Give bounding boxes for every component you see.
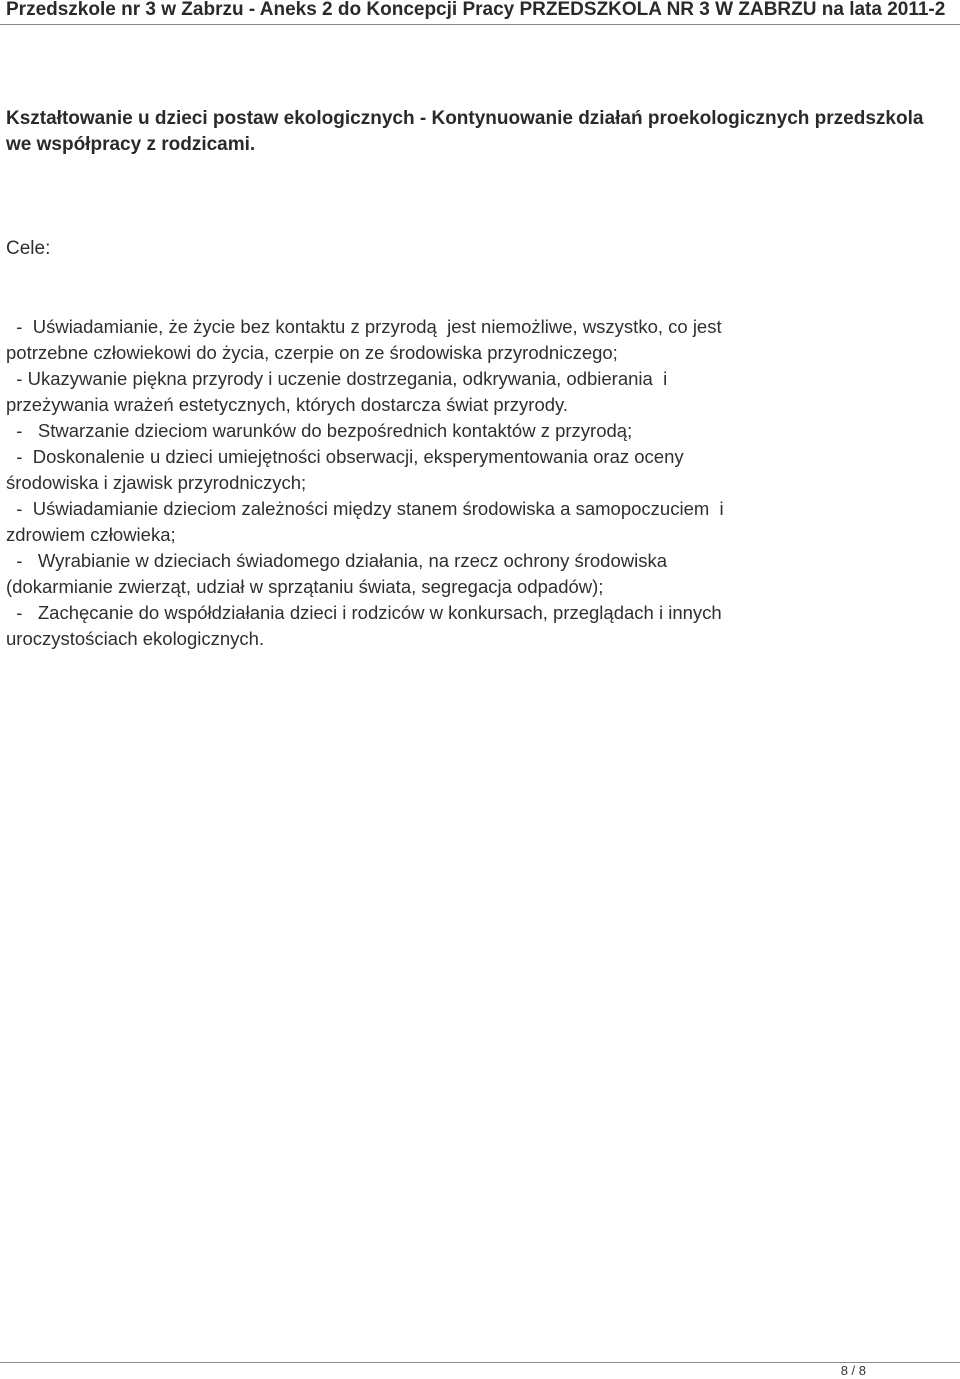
goal-line: środowiska i zjawisk przyrodniczych;	[6, 472, 307, 493]
goal-line: - Ukazywanie piękna przyrody i uczenie dostrzegania, odkrywania, odbierania i	[6, 368, 668, 389]
goals-label: Cele:	[6, 238, 51, 259]
goal-line: - Zachęcanie do współdziałania dzieci i rodziców w konkursach, przeglądach i innych	[6, 602, 722, 623]
goal-line: - Stwarzanie dzieciom warunków do bezpośrednich kontaktów z przyrodą;	[6, 420, 633, 441]
goal-line: zdrowiem człowieka;	[6, 524, 176, 545]
goal-line: - Doskonalenie u dzieci umiejętności obserwacji, eksperymentowania oraz oceny	[6, 446, 684, 467]
goal-line: (dokarmianie zwierząt, udział w sprzątaniu świata, segregacja odpadów);	[6, 576, 604, 597]
section-heading: Kształtowanie u dzieci postaw ekologicznych - Kontynuowanie działań proekologicznych przedszkola we współpracy z rodzicami.	[6, 108, 924, 155]
goal-line: - Uświadamianie dzieciom zależności między stanem środowiska a samopoczuciem i	[6, 498, 724, 519]
goal-line: - Uświadamianie, że życie bez kontaktu z przyrodą jest niemożliwe, wszystko, co jest	[6, 316, 722, 337]
document-title: Przedszkole nr 3 w Zabrzu - Aneks 2 do Koncepcji Pracy PRZEDSZKOLA NR 3 W ZABRZU na lata 2011-2	[6, 0, 946, 20]
goal-line: uroczystościach ekologicznych.	[6, 628, 265, 649]
footer-divider	[0, 1362, 960, 1363]
goal-line: - Wyrabianie w dzieciach świadomego działania, na rzecz ochrony środowiska	[6, 550, 667, 571]
page-number: 8 / 8	[840, 1363, 866, 1378]
goal-line: przeżywania wrażeń estetycznych, których dostarcza świat przyrody.	[6, 394, 569, 415]
page-header	[0, 0, 960, 26]
header-divider	[0, 24, 960, 25]
goal-line: potrzebne człowiekowi do życia, czerpie on ze środowiska przyrodniczego;	[6, 342, 618, 363]
goals-list	[6, 314, 946, 652]
